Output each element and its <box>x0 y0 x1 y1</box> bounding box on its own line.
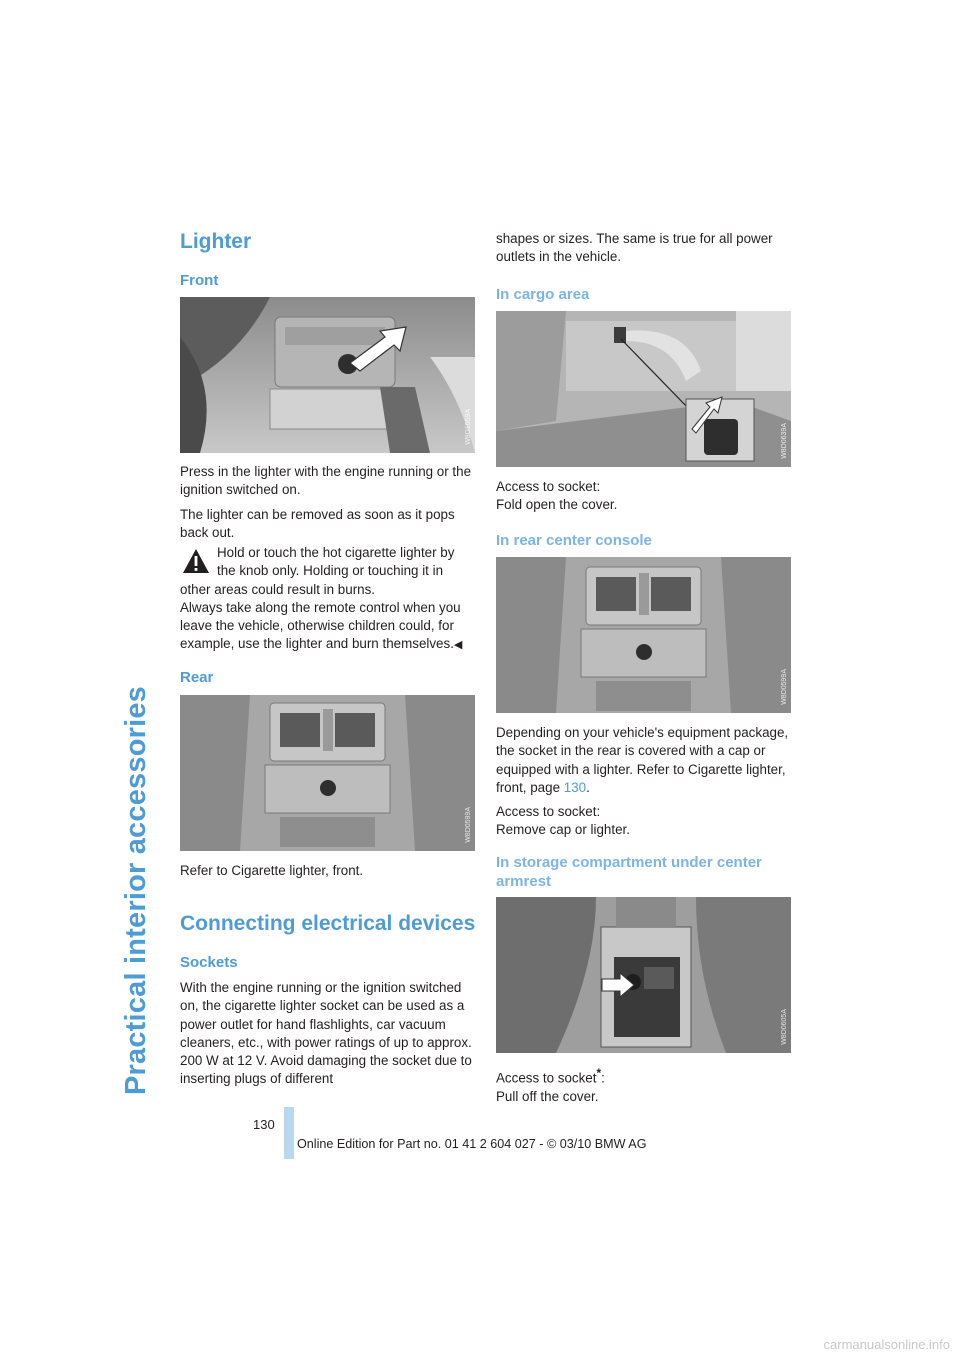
front-lighter-photo <box>180 297 475 453</box>
rear-heading: Rear <box>180 669 214 686</box>
cargo-area-photo <box>496 311 791 467</box>
page-link[interactable]: 130 <box>563 779 587 795</box>
photo-code: W8D0605A <box>781 1009 788 1045</box>
rear-console-paragraph-2: Access to socket: <box>496 804 601 820</box>
storage-paragraph-1 <box>496 1064 791 1088</box>
front-text-block <box>180 463 475 542</box>
warning-line-2: the knob only. Holding or touching it in <box>217 563 444 579</box>
storage-text-block <box>496 1064 791 1106</box>
rear-console-photo <box>496 557 791 713</box>
warning-paragraph-2 <box>180 599 475 655</box>
rear-console-paragraph-3: Remove cap or lighter. <box>496 822 630 838</box>
photo-code: W8D1059A <box>465 409 472 445</box>
warning-line-1: Hold or touch the hot cigarette lighter by <box>217 545 455 560</box>
sockets-paragraph: With the engine running or the ignition switched on, the cigarette lighter socket can be used as a power outlet for hand flashlights, car vacuum cleaners, etc., with power ratings of up to approx. 200 W at 12 V. Avoid damaging the socket due to inserting plugs of different <box>180 980 472 1087</box>
cargo-text-block <box>496 478 791 515</box>
warning-block <box>180 544 475 655</box>
rear-console-text-block <box>496 724 791 840</box>
storage-paragraph-1-text: Access to socket <box>496 1070 597 1086</box>
continued-paragraph: shapes or sizes. The same is true for all power outlets in the vehicle. <box>496 231 773 265</box>
cargo-heading: In cargo area <box>496 286 590 303</box>
end-mark-icon: ◀ <box>453 639 463 652</box>
rear-console-heading: In rear center console <box>496 532 652 549</box>
warning-rest: other areas could result in burns. <box>180 581 376 597</box>
rear-lighter-photo <box>180 695 475 851</box>
period: . <box>586 779 590 795</box>
colon: : <box>601 1070 605 1086</box>
rear-console-paragraph-1 <box>496 724 791 797</box>
photo-code: W8D0599A <box>465 807 472 843</box>
photo-code: W8D0599A <box>781 669 788 705</box>
rear-paragraph: Refer to Cigarette lighter, front. <box>180 863 364 878</box>
storage-paragraph-2: Pull off the cover. <box>496 1088 599 1104</box>
footer-accent-bar <box>284 1107 294 1159</box>
optional-equipment-star-icon: * <box>596 1066 602 1080</box>
rear-console-paragraph-1-text: Depending on your vehicle's equipment package, the socket in the rear is covered with a cap or equipped with a lighter. Refer to Cigarette lighter, front, page <box>496 725 789 795</box>
lighter-heading: Lighter <box>180 230 252 253</box>
storage-compartment-photo <box>496 897 791 1053</box>
photo-code: W8D0639A <box>781 423 788 459</box>
cargo-paragraph-2: Fold open the cover. <box>496 497 618 513</box>
cargo-paragraph-1: Access to socket: <box>496 479 601 494</box>
front-paragraph-1: Press in the lighter with the engine running or the ignition switched on. <box>180 464 472 498</box>
front-paragraph-2: The lighter can be removed as soon as it pops back out. <box>180 506 455 540</box>
front-heading: Front <box>180 272 219 289</box>
sockets-heading: Sockets <box>180 954 238 971</box>
warning-triangle-icon <box>182 548 210 574</box>
connecting-heading: Connecting electrical devices <box>180 912 476 935</box>
side-title-text: Practical interior accessories <box>120 685 152 1095</box>
storage-heading: In storage compartment under center armrest <box>496 854 762 890</box>
side-section-title <box>116 225 156 1095</box>
footer-edition-text: Online Edition for Part no. 01 41 2 604 027 - © 03/10 BMW AG <box>297 1137 647 1151</box>
page-number: 130 <box>253 1117 275 1132</box>
site-watermark: carmanualsonline.info <box>823 1337 950 1352</box>
warning-paragraph-2-text: Always take along the remote control when you leave the vehicle, otherwise children could, for example, use the lighter and burn themselves. <box>180 599 461 652</box>
